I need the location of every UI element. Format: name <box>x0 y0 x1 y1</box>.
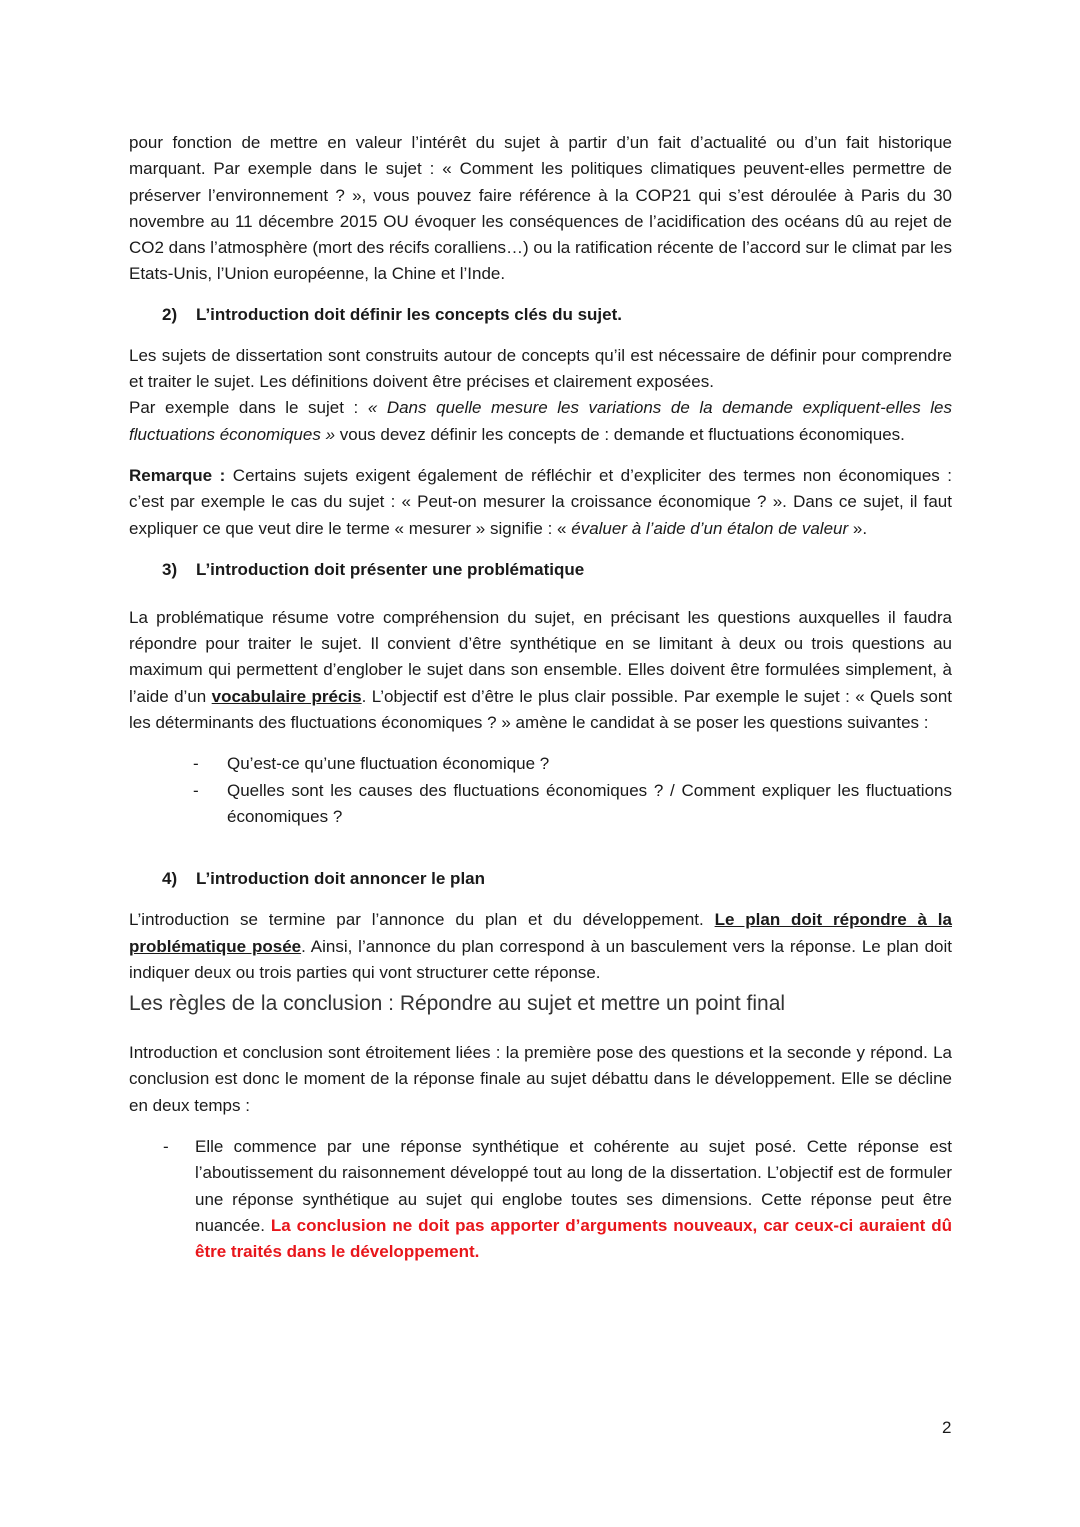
example-prefix: Par exemple dans le sujet : <box>129 398 368 418</box>
section-4-paragraph <box>129 907 952 986</box>
plan-text-1: L’introduction se termine par l’annonce du plan et du développement. <box>129 910 715 930</box>
vocabulaire-precis: vocabulaire précis <box>211 686 362 706</box>
problematique-text-1: La problématique résume votre compréhension du sujet, en précisant les questions auxquelles il faudra répondre pour traiter le sujet. Il convient d’être synthétique en se limitant à deux ou trois questions au maximum qui permettent d’englober le sujet dans son ensemble. Elles doivent être formulées simplement, à l’aide d’un <box>129 607 952 706</box>
example-suffix: vous devez définir les concepts de : demande et fluctuations économiques. <box>335 424 905 444</box>
conclusion-list <box>129 1134 952 1265</box>
remark-label: Remarque : <box>129 465 226 485</box>
section-2-number: 2) <box>162 304 178 324</box>
conclusion-title: Les règles de la conclusion : Répondre au sujet et mettre un point final <box>129 992 786 1016</box>
plan-emphasis: Le plan doit répondre à la problématique posée <box>129 910 952 956</box>
section-2-paragraph-1: Les sujets de dissertation sont construits autour de concepts qu’il est nécessaire de définir pour comprendre et traiter le sujet. Les définitions doivent être précises et clairement exposées. <box>129 345 952 392</box>
intro-paragraph: pour fonction de mettre en valeur l’intérêt du sujet à partir d’un fait d’actualité ou d’un fait historique marquant. Par exemple dans le sujet : « Comment les politiques climatiques peuvent-elles permettre de préserver l’environnement ? », vous pouvez faire référence à la COP21 qui s’est déroulée à Paris du 30 novembre au 11 décembre 2015 OU évoquer les conséquences de l’acidification des océans dû au rejet de CO2 dans l’atmosphère (mort des récifs coralliens…) ou la ratification récente de l’accord sur le climat par les Etats-Unis, l’Union européenne, la Chine et l’Inde. <box>129 133 952 284</box>
section-3-heading <box>162 557 952 583</box>
conclusion-warning: La conclusion ne doit pas apporter d’arguments nouveaux, car ceux-ci auraient dû être traités dans le développement. <box>195 1215 952 1262</box>
remark-text: Certains sujets exigent également de réfléchir et d’expliciter des termes non économiques : c’est par exemple le cas du sujet : « Peut-on mesurer la croissance économique ? ». Dans ce sujet, il faut expliquer ce que veut dire le terme « mesurer » signifie : « <box>129 465 952 538</box>
section-4-number: 4) <box>162 869 178 889</box>
list-item: - Quelles sont les causes des fluctuations économiques ? / Comment expliquer les fluctuations économiques ? <box>193 778 952 831</box>
questions-list <box>129 751 952 830</box>
document-page <box>129 130 952 1266</box>
remark-definition: évaluer à l’aide d’un étalon de valeur <box>571 518 849 538</box>
problematique-text-2: . L’objectif est d’être le plus clair possible. Par exemple le sujet : « Quels sont les déterminants des fluctuations économiques ? » amène le candidat à se poser les questions suivantes : <box>129 686 952 733</box>
section-3-heading-text: L’introduction doit présenter une problématique <box>196 559 585 579</box>
plan-text-2: . Ainsi, l’annonce du plan correspond à un basculement vers la réponse. Le plan doit indiquer deux ou trois parties qui vont structurer cette réponse. <box>129 936 952 982</box>
section-3-number: 3) <box>162 559 178 579</box>
conclusion-bullet-text: Elle commence par une réponse synthétique et cohérente au sujet posé. Cette réponse est l’aboutissement du raisonnement développé tout au long de la dissertation. L’objectif est de formuler une réponse synthétique au sujet qui englobe toutes ses dimensions. Cette réponse peut être nuancée. <box>195 1137 952 1235</box>
list-item <box>161 1134 952 1265</box>
conclusion-paragraph: Introduction et conclusion sont étroitement liées : la première pose des questions et la seconde y répond. La conclusion est donc le moment de la réponse finale au sujet débattu dans le développement. Elle se décline en deux temps : <box>129 1043 952 1115</box>
example-subject: « Dans quelle mesure les variations de la demande expliquent-elles les fluctuations économiques » <box>129 398 952 444</box>
section-4-heading <box>162 866 952 892</box>
section-2-heading-text: L’introduction doit définir les concepts clés du sujet. <box>196 304 622 324</box>
remark-paragraph <box>129 463 952 542</box>
section-2-paragraph-2 <box>129 395 952 448</box>
section-3-paragraph <box>129 605 952 736</box>
list-item: - Qu’est-ce qu’une fluctuation économique ? <box>193 751 952 777</box>
remark-end: ». <box>848 518 868 538</box>
section-4-heading-text: L’introduction doit annoncer le plan <box>196 869 485 889</box>
section-2-heading <box>162 302 952 328</box>
page-number: 2 <box>942 1418 952 1437</box>
